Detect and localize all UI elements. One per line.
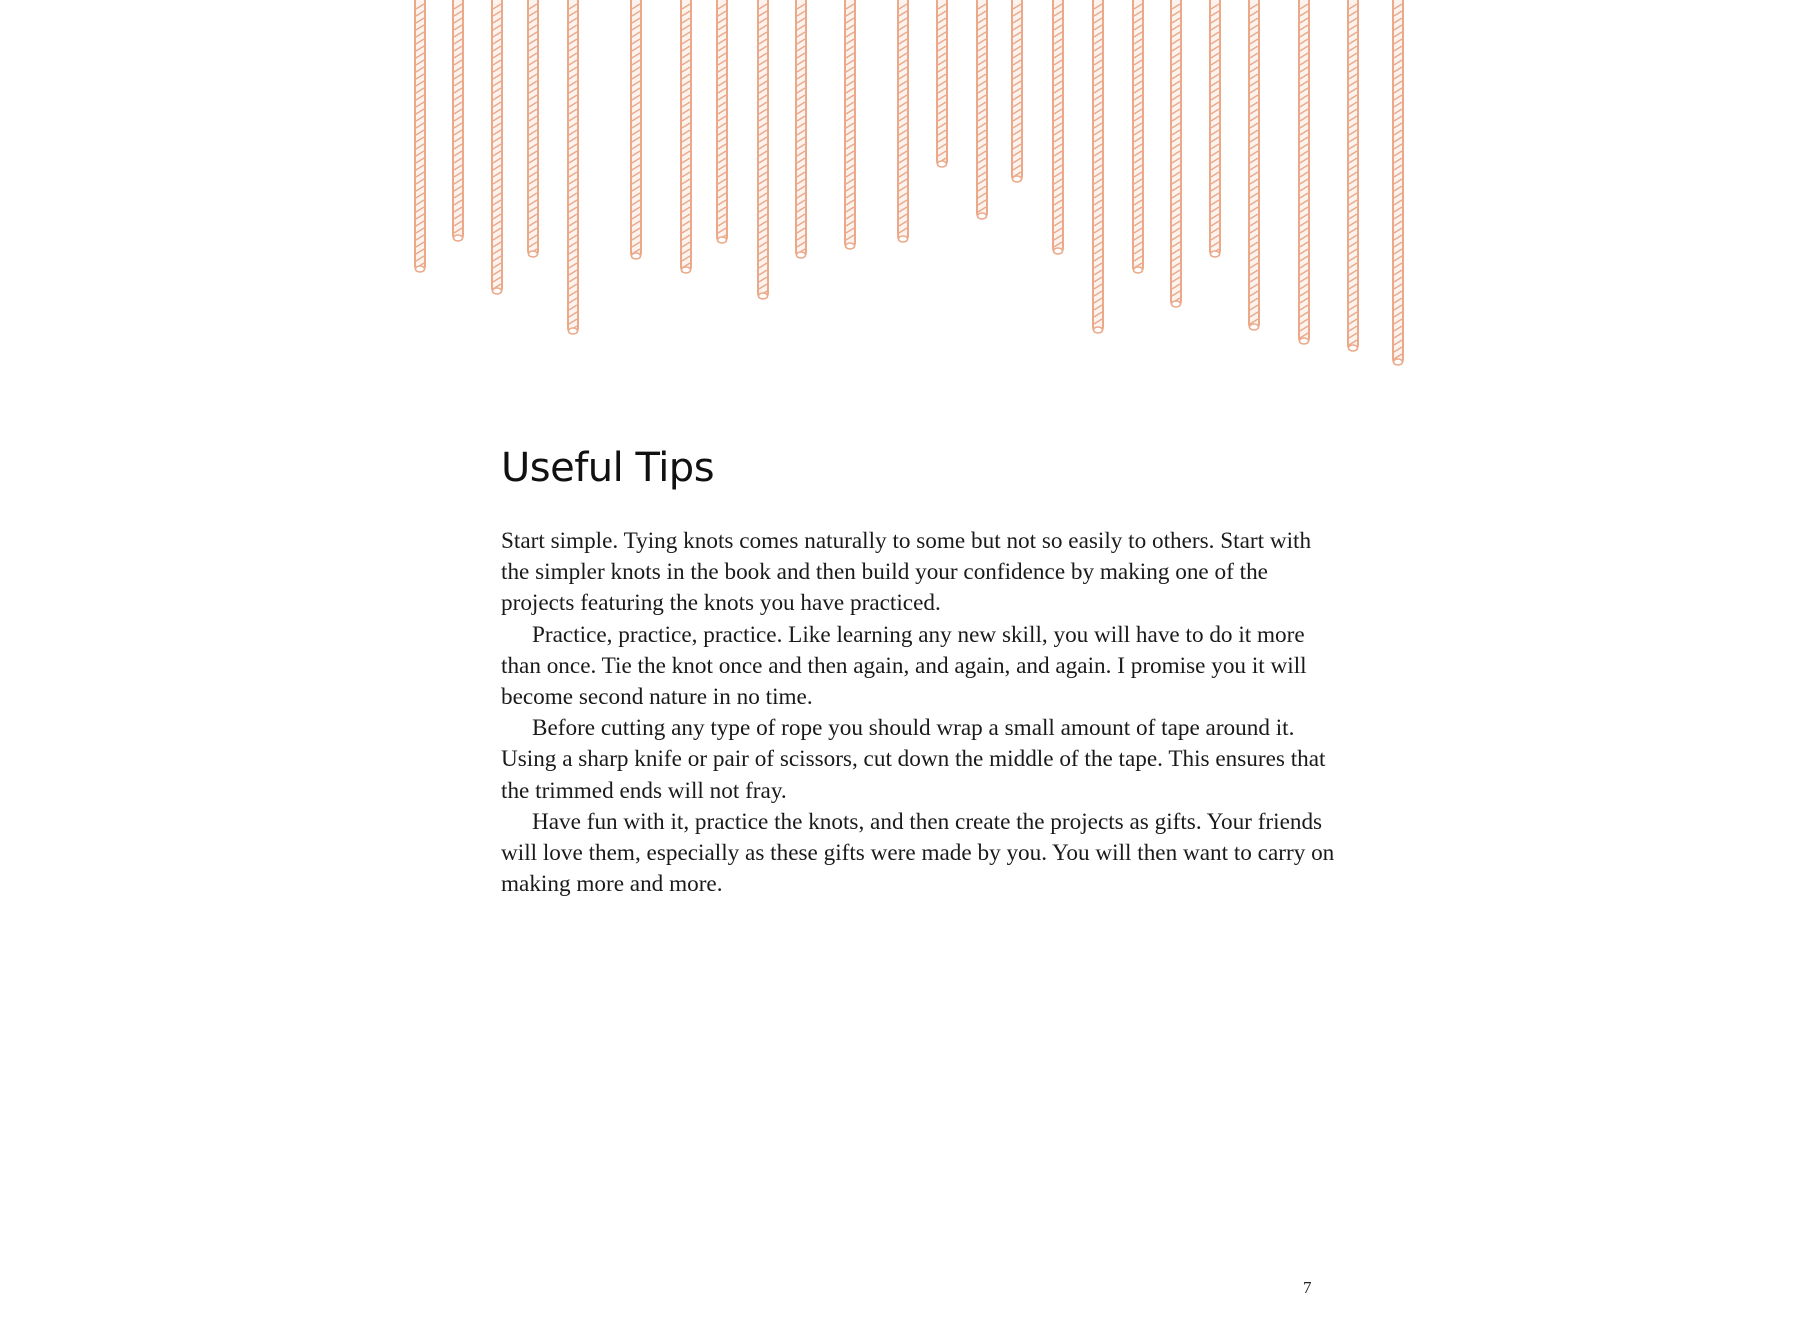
paragraph-practice: Practice, practice, practice. Like learning any new skill, you will have to do it more than once. Tie the knot once and then again, and again, and again. I promise you it will become second nature in no time. (501, 621, 1307, 711)
rope-strand (898, 0, 908, 242)
rope-strand (1348, 0, 1358, 351)
rope-strand (1299, 0, 1309, 344)
rope-strand (528, 0, 538, 257)
body-text (501, 526, 1341, 900)
rope-strand (845, 0, 855, 249)
rope-strand (1171, 0, 1181, 307)
rope-strand (568, 0, 578, 334)
rope-strand (1210, 0, 1220, 257)
paragraph-start-simple: Start simple. Tying knots comes naturally to some but not so easily to others. Start with the simpler knots in the book and then build your confidence by making one of the projects featuring the knots you have practiced. (501, 528, 1312, 617)
hanging-ropes-illustration (0, 0, 1800, 380)
rope-strand (758, 0, 768, 299)
rope-strand (631, 0, 641, 259)
rope-strand (1012, 0, 1022, 182)
paragraph-cutting-rope: Before cutting any type of rope you should wrap a small amount of tape around it. Using a sharp knife or pair of scissors, cut down the middle of the tape. This ensures that the trimmed ends will not fray. (501, 715, 1326, 804)
page-number: 7 (1303, 1278, 1312, 1297)
rope-strand (977, 0, 987, 219)
rope-strand (415, 0, 425, 272)
rope-strand (937, 0, 947, 167)
page-title: Useful Tips (501, 445, 715, 491)
rope-strand (717, 0, 727, 243)
rope-strand (681, 0, 691, 273)
rope-strand (1393, 0, 1403, 365)
rope-strand (796, 0, 806, 258)
rope-strand (492, 0, 502, 294)
rope-strand (1133, 0, 1143, 273)
rope-strand (1053, 0, 1063, 254)
paragraph-have-fun: Have fun with it, practice the knots, and then create the projects as gifts. Your friends will love them, especially as these gifts were made by you. You will then want to carry on making more and more. (501, 808, 1335, 898)
rope-strand (1093, 0, 1103, 333)
rope-strand (453, 0, 463, 241)
rope-strand (1249, 0, 1259, 330)
